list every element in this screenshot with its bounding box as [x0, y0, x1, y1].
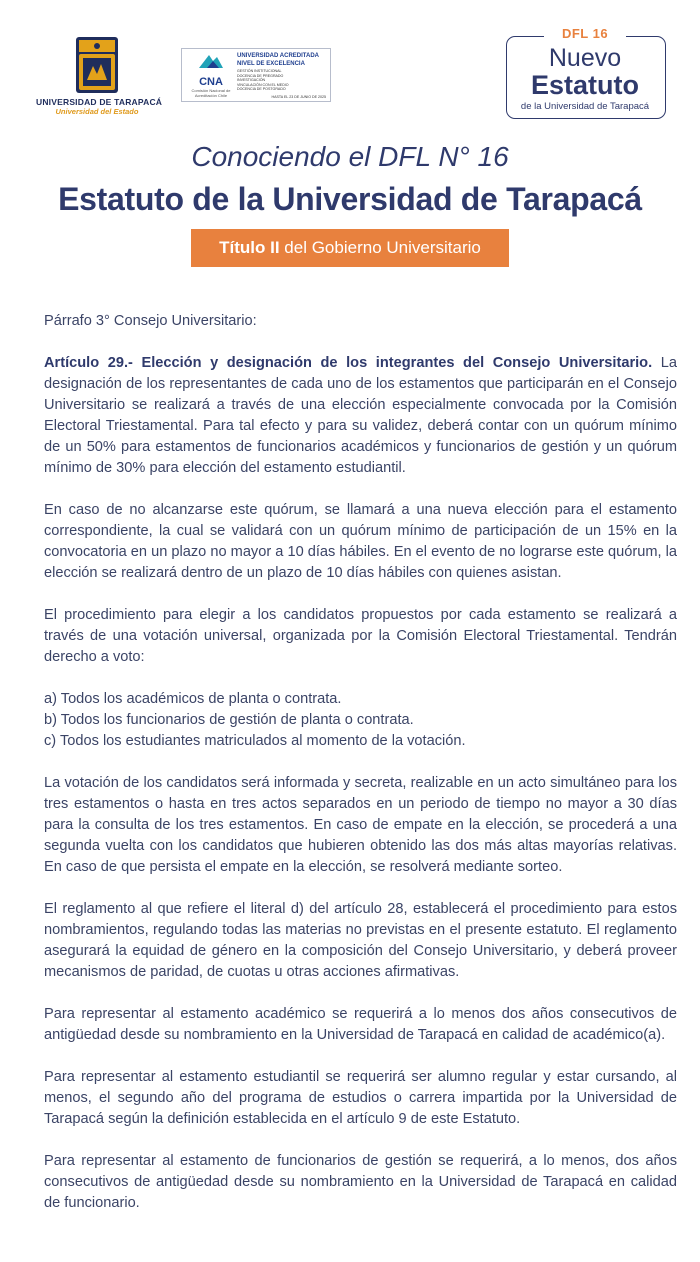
dfl-nuevo: Nuevo: [548, 44, 622, 72]
cna-logo: [188, 53, 234, 97]
paragraph: Para representar al estamento estudiantil se requerirá ser alumno regular y estar cursando, al menos, el segundo año del programa de estudios o carrera impartida por la Universidad de Tarapacá según la definición establecida en el artículo 9 de este Estatuto.: [44, 1069, 677, 1127]
cna-line-1: UNIVERSIDAD ACREDITADA: [237, 53, 320, 59]
header: [0, 0, 700, 130]
list-item: b) Todos los funcionarios de gestión de planta o contrata.: [44, 712, 414, 728]
cna-accreditation-seal: [181, 48, 331, 102]
uta-subtitle: Universidad del Estado: [55, 107, 139, 116]
article-text: La designación de los representantes de cada uno de los estamentos que participarán en el Consejo Universitario se realizará a través de una elección especialmente convocada por la Comisión Electoral Triestamental. Para tal efecto y para su validez, deberá contar con un quórum mínimo de un 50% para estamentos de funcionarios académicos y funcionarios de gestión y un quórum mínimo de 30% para elección del estamento estudiantil.: [44, 355, 677, 476]
cna-until: HASTA EL 23 DE JUNIO DE 2025: [271, 95, 326, 99]
cna-area: INVESTIGACIÓN: [237, 78, 266, 83]
paragraph: Para representar al estamento académico se requerirá a lo menos dos años consecutivos de antigüedad desde su nombramiento en la Universidad de Tarapacá en calidad de académico(a).: [44, 1006, 677, 1043]
badge-rest: del Gobierno Universitario: [279, 238, 481, 257]
uta-shield-icon: [75, 36, 119, 94]
page-title: Estatuto de la Universidad de Tarapacá: [58, 181, 642, 217]
dfl-estatuto: Estatuto: [531, 70, 639, 100]
cna-letters: CNA: [199, 76, 223, 88]
cna-area: DOCENCIA DE PREGRADO: [237, 73, 284, 78]
parrafo-heading: Párrafo 3° Consejo Universitario:: [44, 313, 257, 329]
uta-logo: [36, 36, 163, 116]
paragraph: El reglamento al que refiere el literal d) del artículo 28, establecerá el procedimiento para estos nombramientos, regulando todas las materias no previstas en el presente estatuto. El reglamento asegurará la equidad de género en la composición del Consejo Universitario, y deberá proveer mecanismos de paridad, de cuotas u otras acciones afirmativas.: [44, 901, 677, 980]
cna-line-2: NIVEL DE EXCELENCIA: [237, 61, 305, 67]
badge-bold: Título II: [219, 238, 280, 257]
cna-area: VINCULACIÓN CON EL MEDIO: [237, 82, 289, 87]
uta-name: UNIVERSIDAD DE TARAPACÁ: [36, 97, 163, 107]
article-heading: Artículo 29.- Elección y designación de los integrantes del Consejo Universitario.: [44, 355, 653, 371]
list-item: a) Todos los académicos de planta o contrata.: [44, 691, 342, 707]
cna-area: DOCENCIA DE POSTGRADO: [237, 87, 286, 92]
cna-details: [237, 53, 327, 92]
paragraph: Para representar al estamento de funcionarios de gestión se requerirá, a lo menos, dos años consecutivos de antigüedad desde su nombramiento en la Universidad de Tarapacá en calidad de funcionario.: [44, 1153, 677, 1211]
paragraph: El procedimiento para elegir a los candidatos propuestos por cada estamento se realizará a través de una votación universal, organizada por la Comisión Electoral Triestamental. Tendrán derecho a voto:: [44, 607, 677, 665]
paragraph: La votación de los candidatos será informada y secreta, realizable en un acto simultáneo para los tres estamentos o hasta en tres actos separados en un periodo de tiempo no mayor a 30 días para la consulta de los tres estamentos. En caso de empate en la elección, se procederá a una segunda vuelta con los candidatos que hubieren obtenido las dos más altas mayorías relativas. En caso de que persista el empate en la elección, se resolverá mediante sorteo.: [44, 775, 677, 875]
cna-area: GESTIÓN INSTITUCIONAL: [237, 69, 282, 73]
list-item: c) Todos los estudiantes matriculados al momento de la votación.: [44, 733, 466, 749]
paragraph-article-29: [44, 353, 677, 479]
paragraph: En caso de no alcanzarse este quórum, se llamará a una nueva elección para el estamento correspondiente, la cual se validará con un quórum mínimo de participación de un 15% en la convocatoria en un plazo no mayor a 10 días hábiles. En el evento de no lograrse este quórum, la elección se realizará dentro de un plazo de 10 días hábiles con quienes asistan.: [44, 502, 677, 581]
page-kicker: Conociendo el DFL N° 16: [191, 141, 509, 172]
cna-mark-icon: [197, 53, 225, 69]
article-body: [44, 311, 677, 1235]
section-badge: [191, 229, 509, 267]
cna-areas: [237, 69, 327, 92]
dfl-university: de la Universidad de Tarapacá: [520, 101, 650, 112]
cna-tiny-text: Comisión Nacional de Acreditación Chile: [191, 88, 231, 98]
dfl-tag: DFL 16: [544, 26, 626, 41]
